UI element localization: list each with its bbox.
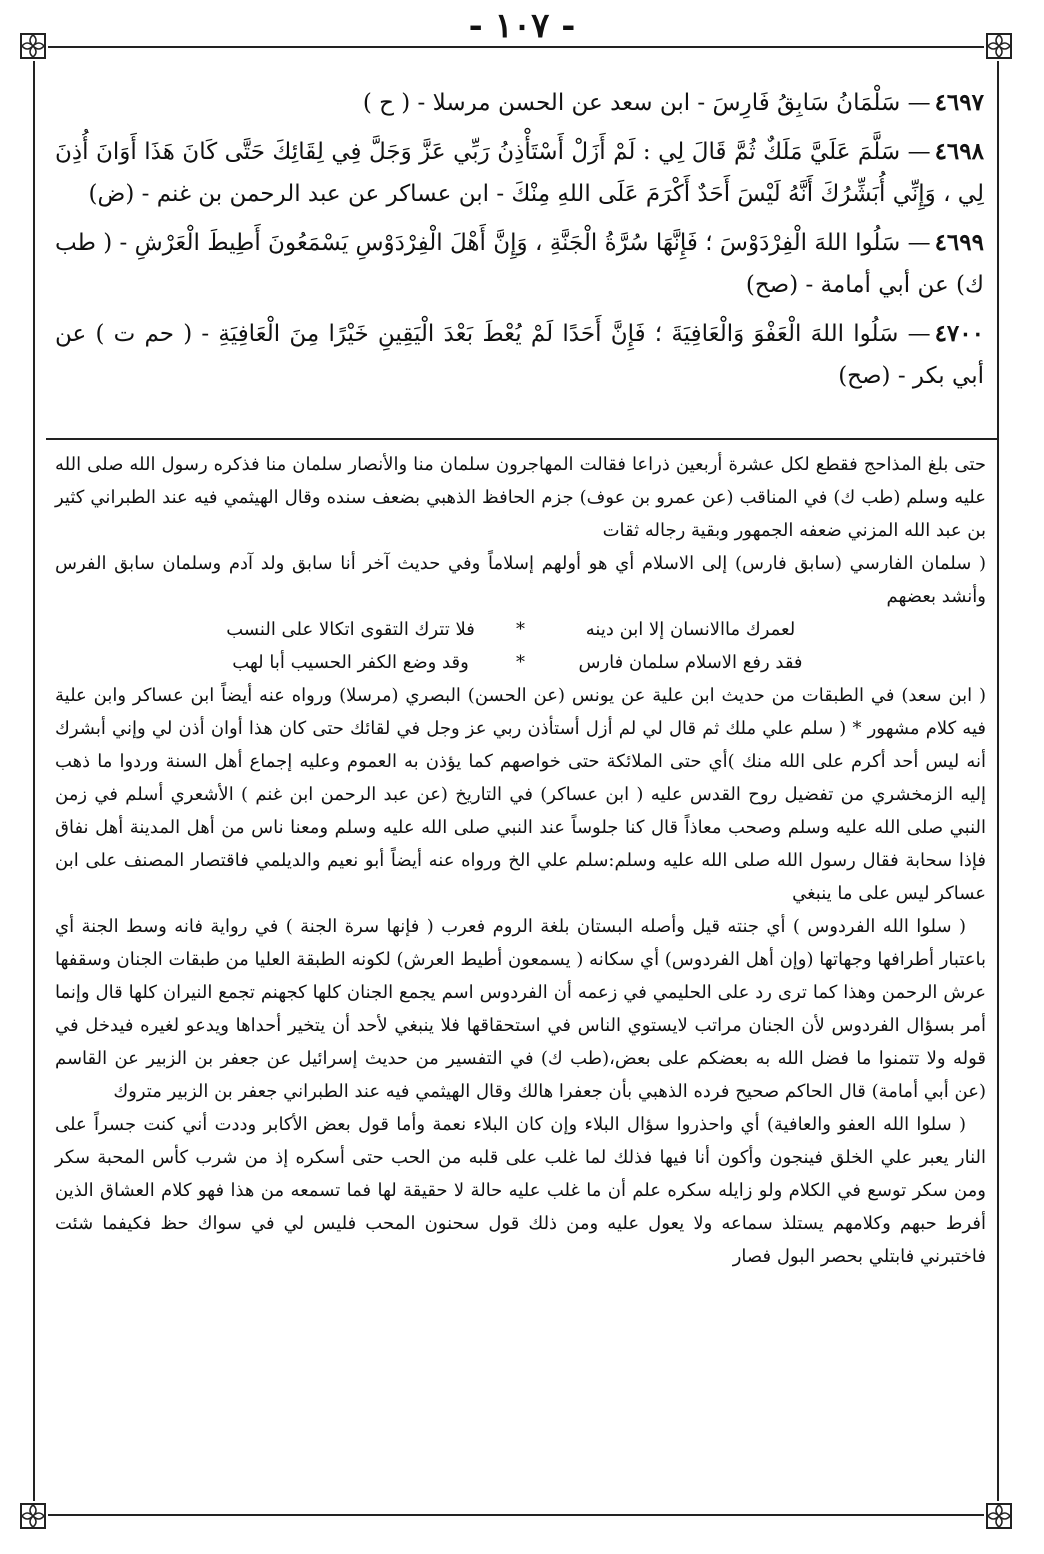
hadith-section (55, 82, 984, 404)
poem-verse: فقد رفع الاسلام سلمان فارس*وقد وضع الكفر الحسيب أبا لهب (232, 652, 803, 673)
commentary-paragraph: ( سلوا الله الفردوس ) أي جنته قيل وأصله البستان بلغة الروم فعرب ( فإنها سرة الجنة ) في رواية فانه وسط الجنة أي باعتبار أطرافها وجهاتها (وإن أهل الفردوس) أي سكانه ( يسمعون أطيط العرش) لكونه الطبقة العليا من طبقات الجنان وسقفها عرش الرحمن وهذا كما ترى رد على الحليمي في زعمه أن الفردوس اسم يجمع الجنان كلها كجهنم تجمع النيران كلها قال وإنما أمر بسؤال الفردوس لأن الجنان مراتب لايستوي الناس في استحقاقها فلا ينبغي لأحد أن يتخير أحداها ويدعو لغيره فيدخل في قوله ولا تتمنوا ما فضل الله به بعضكم على بعض،(طب ك) في التفسير من حديث إسرائيل عن جعفر بن الزبير عن القاسم (عن أبي أمامة) قال الحاكم صحيح فرده الذهبي بأن جعفرا هالك وقال الهيثمي فيه عند الطبراني جعفر بن الزبير متروك (55, 916, 986, 1102)
corner-ornament-icon (984, 1501, 1014, 1531)
page-number: - ١٠٧ - (0, 6, 1044, 46)
corner-ornament-icon (18, 1501, 48, 1531)
commentary-section (55, 448, 986, 1273)
section-divider (46, 438, 998, 440)
commentary-paragraph: ( ابن سعد) في الطبقات من حديث ابن علية عن يونس (عن الحسن) البصري (مرسلا) ورواه عنه أيضاً ابن عساكر وابن علية فيه كلام مشهور * ( سلم علي ملك ثم قال لي لم أزل أستأذن ربي عز وجل في لقائك حتى كان هذا أوان أذن لي وإني أبشرك أنه ليس أحد أكرم على الله منك )أي حتى الملائكة حتى خواصهم كما يؤذن به العموم وعليه إجماع أهل السنة وردوا ما ذهب إليه الزمخشري من تفضيل روح القدس عليه ( ابن عساكر) في التاريخ (عن عبد الرحمن ابن غنم ) الأشعري أسلم في زمن النبي صلى الله عليه وسلم وصحب معاذاً قال كنا جلوساً عند النبي صلى الله عليه وسلم ومعنا ناس من أهل المدينة أهل نفاق فإذا سحابة فقال رسول الله صلى الله عليه وسلم:سلم علي الخ ورواه عنه أيضاً أبو نعيم والديلمي فاقتصار المصنف على ابن عساكر ليس على ما ينبغي (55, 685, 987, 904)
poem-verse: لعمرك ماالانسان إلا ابن دينه*فلا تترك التقوى اتكالا على النسب (226, 619, 796, 640)
commentary-paragraph: ( سلوا الله العفو والعافية) أي واحذروا سؤال البلاء وإن كان البلاء نعمة وأما قول بعض الأكابر وددت أني كنت جسراً على النار يعبر علي الخلق فينجون وأكون أنا فيها فذلك لما غلب على قلبه من الحب حتى أسكره إذ من شرب كأس المحبة سكر ومن سكر توسع في الكلام ولو زايله سكره علم أن ما غلب عليه حالة لا حقيقة لها فما تسمعه من هذا فهو كلام العشاق الذين أفرط حبهم وكلامهم يستلذ سماعه ولا يعول عليه ومن ذلك قول سحنون المحب فليس لي في سواك حظ فكيفما شئت فاختبرني فابتلي بحصر البول فصار (55, 1114, 986, 1267)
hadith-entry: ٤٦٩٩— سَلُوا اللهَ الْفِرْدَوْسَ ؛ فَإِنَّهَا سُرَّةُ الْجَنَّةِ ، وَإِنَّ أَهْلَ الْفِرْدَوْسِ يَسْمَعُونَ أَطِيطَ الْعَرْشِ - ( طب ك) عن أبي أمامة - (صح) (55, 228, 984, 298)
commentary-paragraph: حتى بلغ المذاحج فقطع لكل عشرة أربعين ذراعا فقالت المهاجرون سلمان منا والأنصار سلمان منا فذكره رسول الله صلى الله عليه وسلم (طب ك) في المناقب (عن عمرو بن عوف) جزم الحافظ الذهبي بضعف سنده وقال الهيثمي فيه عند الطبراني كثير بن عبد الله المزني ضعفه الجمهور وبقية رجاله ثقات (55, 454, 986, 541)
hadith-entry: ٤٦٩٧— سَلْمَانُ سَابِقُ فَارِسَ - ابن سعد عن الحسن مرسلا - ( ح ) (362, 89, 984, 116)
hadith-entry: ٤٧٠٠— سَلُوا اللهَ الْعَفْوَ وَالْعَافِيَةَ ؛ فَإِنَّ أَحَدًا لَمْ يُعْطَ بَعْدَ الْيَقِينِ خَيْرًا مِنَ الْعَافِيَةِ - ( حم ت ) عن أبي بكر - (صح) (55, 319, 984, 389)
commentary-paragraph: ( سلمان الفارسي (سابق فارس) إلى الاسلام أي هو أولهم إسلاماً وفي حديث آخر أنا سابق ولد آدم وسلمان سابق الفرس وأنشد بعضهم (55, 553, 986, 607)
hadith-entry: ٤٦٩٨— سَلَّمَ عَلَيَّ مَلَكٌ ثُمَّ قَالَ لِي : لَمْ أَزَلْ أَسْتَأْذِنُ رَبِّي عَزَّ وَجَلَّ فِي لِقَائِكَ حَتَّى كَانَ هَذَا أَوَانَ أُذِنَ لِي ، وَإِنِّي أُبَشِّرُكَ أَنَّهُ لَيْسَ أَحَدٌ أَكْرَمَ عَلَى اللهِ مِنْكَ - ابن عساكر عن عبد الرحمن بن غنم - (ض) (55, 137, 984, 207)
